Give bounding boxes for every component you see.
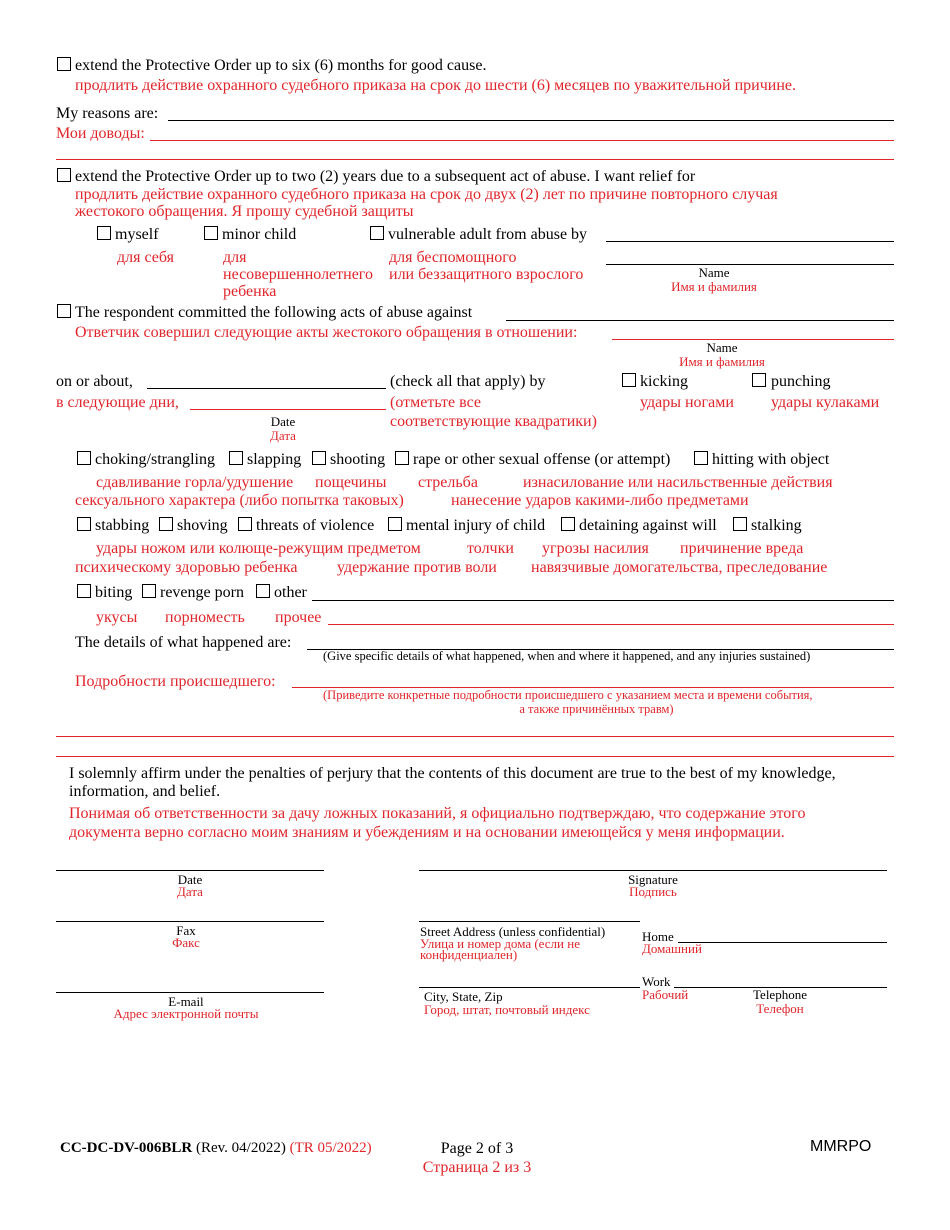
affirmation-text-1: I solemnly affirm under the penalties of perjury that the contents of this document are true to the best of my knowledge, bbox=[69, 765, 836, 782]
other-input-line-ru[interactable] bbox=[328, 624, 894, 625]
street-address-caption: Street Address (unless confidential) bbox=[420, 924, 606, 939]
relief-minor-child-label: minor child bbox=[222, 226, 297, 243]
home-phone-line[interactable] bbox=[678, 942, 887, 943]
kicking-label-ru: удары ногами bbox=[640, 394, 734, 411]
hitting-object-label: hitting with object bbox=[712, 451, 830, 468]
shoving-checkbox[interactable] bbox=[159, 517, 173, 531]
other-label-ru: прочее bbox=[275, 609, 322, 626]
reasons-label-ru: Мои доводы: bbox=[56, 125, 145, 142]
details-input-line-3[interactable] bbox=[56, 756, 894, 757]
signature-caption-ru: Подпись bbox=[629, 884, 677, 899]
hitting-object-label-ru: нанесение ударов какими-либо предметами bbox=[451, 492, 749, 509]
signature-line[interactable] bbox=[419, 870, 887, 871]
date-caption: Date bbox=[177, 872, 203, 887]
shooting-checkbox[interactable] bbox=[312, 451, 326, 465]
hitting-object-checkbox[interactable] bbox=[694, 451, 708, 465]
check-all-label-ru-1: (отметьте все bbox=[390, 394, 481, 411]
home-phone-caption-ru: Домашний bbox=[642, 941, 702, 956]
check-all-label-ru-2: соответствующие квадратики) bbox=[390, 413, 597, 430]
respondent-acts-label-ru: Ответчик совершил следующие акты жестокого обращения в отношении: bbox=[75, 324, 578, 341]
extend-two-years-label: extend the Protective Order up to two (2) years due to a subsequent act of abuse. I want relief for bbox=[75, 168, 696, 185]
work-phone-caption: Work bbox=[642, 974, 671, 989]
kicking-label: kicking bbox=[640, 373, 688, 390]
extend-six-months-label-ru: продлить действие охранного судебного приказа на срок до шести (6) месяцев по уважительной причине. bbox=[75, 77, 796, 94]
slapping-label: slapping bbox=[247, 451, 302, 468]
city-state-zip-caption-ru: Город, штат, почтовый индекс bbox=[424, 1002, 590, 1017]
on-or-about-label: on or about, bbox=[56, 373, 133, 390]
revenge-porn-label-ru: порноместь bbox=[165, 609, 245, 626]
check-all-label: (check all that apply) by bbox=[390, 373, 546, 390]
other-input-line[interactable] bbox=[312, 600, 894, 601]
detaining-label: detaining against will bbox=[579, 517, 717, 534]
relief-minor-label-ru-3: ребенка bbox=[223, 283, 277, 300]
relief-minor-label-ru-2: несовершеннолетнего bbox=[223, 266, 373, 283]
details-label: The details of what happened are: bbox=[75, 634, 292, 651]
shooting-label: shooting bbox=[330, 451, 386, 468]
rape-label: rape or other sexual offense (or attempt) bbox=[413, 451, 671, 468]
street-address-caption-ru-2: конфиденциален) bbox=[420, 947, 518, 962]
details-hint-ru-1: (Приведите конкретные подробности происшедшего с указанием места и времени события, bbox=[323, 688, 813, 702]
biting-checkbox[interactable] bbox=[77, 584, 91, 598]
on-or-about-date-line[interactable] bbox=[147, 388, 386, 389]
choking-label: choking/strangling bbox=[95, 451, 215, 468]
city-state-zip-caption: City, State, Zip bbox=[424, 989, 503, 1004]
form-code: CC-DC-DV-006BLR bbox=[60, 1140, 193, 1156]
email-caption-ru: Адрес электронной почты bbox=[113, 1006, 259, 1021]
respondent-victim-line-2[interactable] bbox=[612, 339, 894, 340]
rape-label-ru-2: сексуального характера (либо попытка таковых) bbox=[75, 492, 404, 509]
revenge-porn-checkbox[interactable] bbox=[142, 584, 156, 598]
page-number-ru: Страница 2 из 3 bbox=[422, 1159, 532, 1176]
details-label-ru: Подробности происшедшего: bbox=[75, 673, 276, 690]
relief-name-caption: Name bbox=[698, 265, 730, 280]
rape-checkbox[interactable] bbox=[395, 451, 409, 465]
on-or-about-label-ru: в следующие дни, bbox=[56, 394, 179, 411]
form-revision: (Rev. 04/2022) bbox=[195, 1140, 286, 1156]
punching-label-ru: удары кулаками bbox=[771, 394, 880, 411]
on-or-about-date-line-ru[interactable] bbox=[190, 409, 386, 410]
relief-name-caption-ru: Имя и фамилия bbox=[671, 279, 757, 294]
relief-vulnerable-adult-label: vulnerable adult from abuse by bbox=[388, 226, 588, 243]
fax-caption-ru: Факс bbox=[172, 935, 200, 950]
relief-myself-checkbox[interactable] bbox=[97, 226, 111, 240]
details-input-line-2[interactable] bbox=[56, 736, 894, 737]
street-address-line[interactable] bbox=[419, 921, 640, 922]
threats-label-ru: угрозы насилия bbox=[542, 540, 649, 557]
city-state-zip-line[interactable] bbox=[419, 987, 640, 988]
shoving-label-ru: толчки bbox=[467, 540, 514, 557]
details-hint-ru-2: а также причинённых травм) bbox=[519, 702, 674, 716]
form-translation-revision: (TR 05/2022) bbox=[289, 1140, 372, 1156]
extend-six-months-checkbox[interactable] bbox=[57, 57, 71, 71]
detaining-label-ru: удержание против воли bbox=[337, 559, 497, 576]
affirmation-text-ru-2: документа верно согласно моим знаниям и убеждениям и на основании имеющейся у меня информации. bbox=[69, 824, 785, 841]
stalking-label: stalking bbox=[751, 517, 802, 534]
other-label: other bbox=[274, 584, 307, 601]
respondent-name-caption-ru: Имя и фамилия bbox=[679, 354, 765, 369]
shooting-label-ru: стрельба bbox=[418, 474, 478, 491]
punching-checkbox[interactable] bbox=[752, 373, 766, 387]
extend-two-years-label-ru-2: жестокого обращения. Я прошу судебной защиты bbox=[75, 203, 414, 220]
punching-label: punching bbox=[771, 373, 831, 390]
page-number: Page 2 of 3 bbox=[440, 1140, 514, 1157]
threats-checkbox[interactable] bbox=[238, 517, 252, 531]
email-line[interactable] bbox=[56, 992, 324, 993]
relief-minor-child-checkbox[interactable] bbox=[204, 226, 218, 240]
threats-label: threats of violence bbox=[256, 517, 375, 534]
fax-line[interactable] bbox=[56, 921, 324, 922]
mental-injury-label-ru-2: психическому здоровью ребенка bbox=[75, 559, 298, 576]
relief-vulnerable-adult-checkbox[interactable] bbox=[370, 226, 384, 240]
shoving-label: shoving bbox=[177, 517, 228, 534]
form-number bbox=[60, 1139, 372, 1157]
on-or-about-date-caption: Date bbox=[270, 414, 296, 429]
fax-caption: Fax bbox=[176, 923, 196, 938]
mental-injury-checkbox[interactable] bbox=[388, 517, 402, 531]
stalking-checkbox[interactable] bbox=[733, 517, 747, 531]
relief-myself-label: myself bbox=[115, 226, 159, 243]
form-code-mmrpo: MMRPO bbox=[810, 1138, 872, 1155]
mental-injury-label-ru-1: причинение вреда bbox=[680, 540, 804, 557]
on-or-about-date-caption-ru: Дата bbox=[270, 428, 296, 443]
respondent-name-caption: Name bbox=[706, 340, 738, 355]
detaining-checkbox[interactable] bbox=[561, 517, 575, 531]
other-checkbox[interactable] bbox=[256, 584, 270, 598]
relief-minor-label-ru-1: для bbox=[223, 249, 247, 266]
stabbing-checkbox[interactable] bbox=[77, 517, 91, 531]
choking-label-ru: сдавливание горла/удушение bbox=[96, 474, 294, 491]
respondent-victim-line[interactable] bbox=[506, 320, 894, 321]
choking-checkbox[interactable] bbox=[77, 451, 91, 465]
street-address-caption-ru-1: Улица и номер дома (если не bbox=[420, 936, 580, 951]
telephone-caption-ru: Телефон bbox=[756, 1001, 804, 1016]
relief-vulnerable-label-ru-1: для беспомощного bbox=[389, 249, 517, 266]
relief-vulnerable-label-ru-2: или беззащитного взрослого bbox=[389, 266, 584, 283]
reasons-input-line-2[interactable] bbox=[150, 140, 894, 141]
affirmation-text-2: information, and belief. bbox=[69, 783, 221, 800]
affirmation-text-ru-1: Понимая об ответственности за дачу ложных показаний, я официально подтверждаю, что содержание этого bbox=[69, 805, 806, 822]
kicking-checkbox[interactable] bbox=[622, 373, 636, 387]
date-caption-ru: Дата bbox=[177, 884, 203, 899]
reasons-input-line-3[interactable] bbox=[56, 159, 894, 160]
slapping-checkbox[interactable] bbox=[229, 451, 243, 465]
stalking-label-ru: навязчивые домогательства, преследование bbox=[531, 559, 828, 576]
slapping-label-ru: пощечины bbox=[315, 474, 387, 491]
mental-injury-label: mental injury of child bbox=[406, 517, 546, 534]
vulnerable-adult-abuser-line[interactable] bbox=[606, 241, 894, 242]
extend-two-years-checkbox[interactable] bbox=[57, 168, 71, 182]
home-phone-caption: Home bbox=[642, 929, 674, 944]
biting-label-ru: укусы bbox=[96, 609, 138, 626]
respondent-acts-checkbox[interactable] bbox=[57, 304, 71, 318]
rape-label-ru-1: изнасилование или насильственные действия bbox=[523, 474, 833, 491]
vulnerable-adult-line-2[interactable] bbox=[606, 264, 894, 265]
email-caption: E-mail bbox=[168, 994, 204, 1009]
signature-caption: Signature bbox=[628, 872, 678, 887]
date-signature-line[interactable] bbox=[56, 870, 324, 871]
reasons-input-line[interactable] bbox=[168, 120, 894, 121]
details-hint: (Give specific details of what happened, when and where it happened, and any injuries sustained) bbox=[323, 649, 811, 663]
stabbing-label: stabbing bbox=[95, 517, 150, 534]
respondent-acts-label: The respondent committed the following acts of abuse against bbox=[75, 304, 473, 321]
relief-myself-label-ru: для себя bbox=[117, 249, 174, 266]
work-phone-caption-ru: Рабочий bbox=[642, 987, 689, 1002]
extend-six-months-label: extend the Protective Order up to six (6) months for good cause. bbox=[75, 57, 487, 74]
stabbing-label-ru: удары ножом или колюще-режущим предметом bbox=[96, 540, 421, 557]
reasons-label: My reasons are: bbox=[56, 105, 159, 122]
telephone-caption: Telephone bbox=[753, 987, 807, 1002]
revenge-porn-label: revenge porn bbox=[160, 584, 244, 601]
biting-label: biting bbox=[95, 584, 133, 601]
extend-two-years-label-ru-1: продлить действие охранного судебного приказа на срок до двух (2) лет по причине повторного случая bbox=[75, 186, 778, 203]
